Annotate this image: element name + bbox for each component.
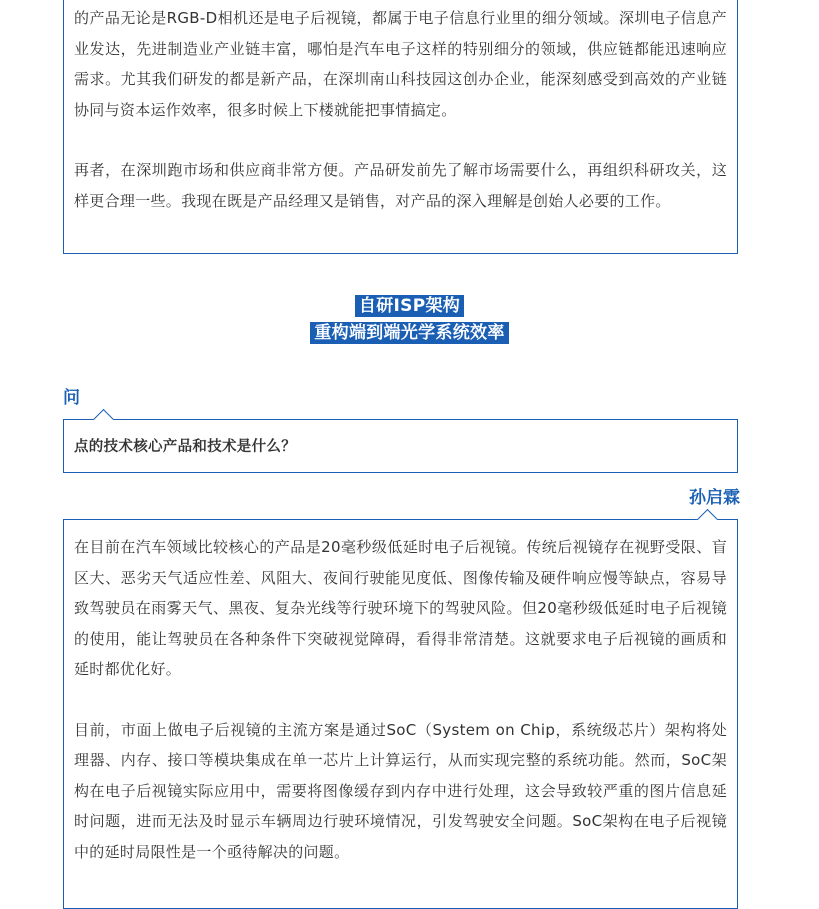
section-heading-text: 重构端到端光学系统效率 [310,322,508,344]
section-heading-line-2 [0,322,819,344]
answer-box [63,519,738,909]
question-text: 点的技术核心产品和技术是什么？ [74,439,296,455]
paragraph: 目前，市面上做电子后视镜的主流方案是通过SoC（System on Chip，系统级芯片）架构将处理器、内存、接口等模块集成在单一芯片上计算运行，从而实现完整的系统功能。然而，SoC架构在电子后视镜实际应用中，需要将图像缓存到内存中进行处理，这会导致较严重的图片信息延时问题，进而无法及时显示车辆周边行驶环境情况，引发驾驶安全问题。SoC架构在电子后视镜中的延时局限性是一个亟待解决的问题。 [74,720,727,861]
question-label: 问 [63,388,80,408]
paragraph: 在目前在汽车领域比较核心的产品是20毫秒级低延时电子后视镜。传统后视镜存在视野受限、盲区大、恶劣天气适应性差、风阻大、夜间行驶能见度低、图像传输及硬件响应慢等缺点，容易导致驾驶员在雨雾天气、黑夜、复杂光线等行驶环境下的驾驶风险。但20毫秒级低延时电子后视镜的使用，能让驾驶员在各种条件下突破视觉障碍，看得非常清楚。这就要求电子后视镜的画质和延时都优化好。 [74,538,727,678]
question-box [63,419,738,473]
speech-pointer-icon [697,509,718,530]
section-heading-line-1 [0,295,819,317]
paragraph: 再者，在深圳跑市场和供应商非常方便。产品研发前先了解市场需要什么，再组织科研攻关，这样更合理一些。我现在既是产品经理又是销售，对产品的深入理解是创始人必要的工作。 [74,161,727,210]
paragraph: 的产品无论是RGB-D相机还是电子后视镜，都属于电子信息行业里的细分领域。深圳电子信息产业发达，先进制造业产业链丰富，哪怕是汽车电子这样的特别细分的领域，供应链都能迅速响应需求。尤其我们研发的都是新产品，在深圳南山科技园这创办企业，能深刻感受到高效的产业链协同与资本运作效率，很多时候上下楼就能把事情搞定。 [74,9,727,119]
answer-box-previous [63,0,738,254]
answer-speaker-name: 孙启霖 [689,488,740,508]
section-heading-text: 自研ISP架构 [355,295,464,317]
